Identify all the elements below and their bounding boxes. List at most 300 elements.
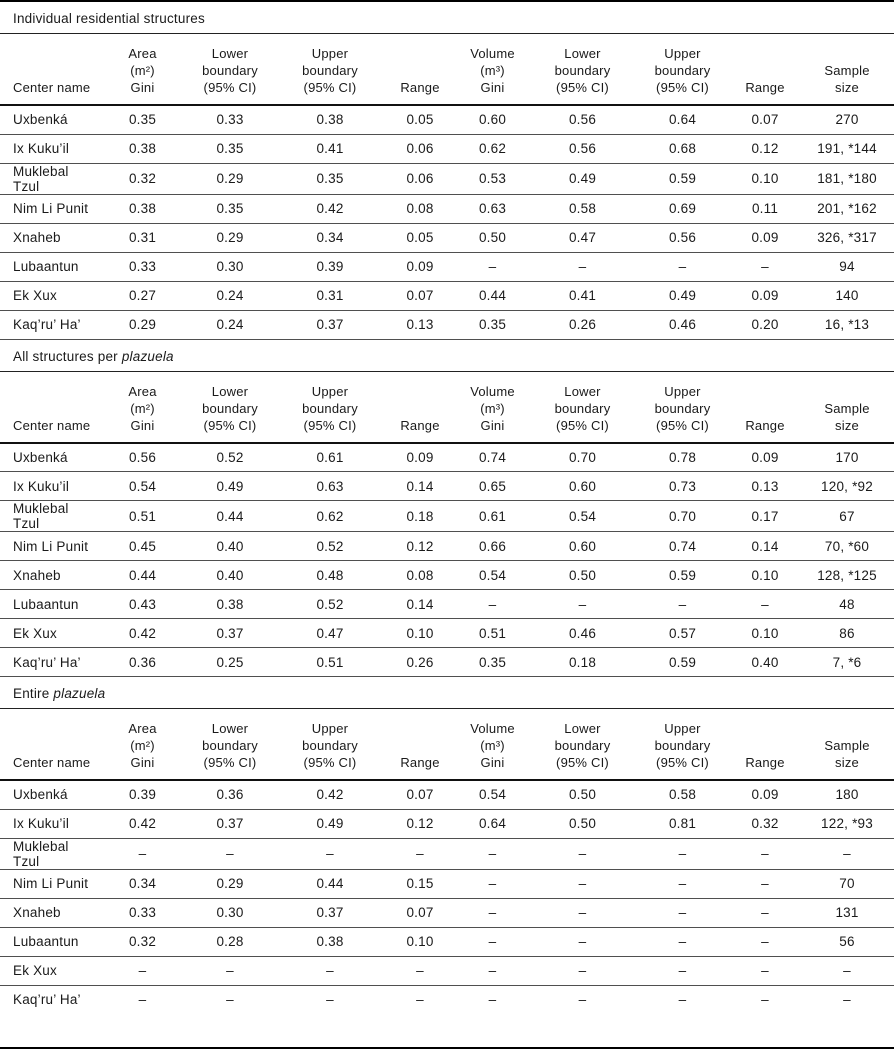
cell-volume-gini: – xyxy=(455,869,530,898)
cell-volume-lower-boundary: 0.70 xyxy=(530,443,635,472)
cell-area-lower-boundary: 0.28 xyxy=(185,927,275,956)
cell-area-gini: 0.54 xyxy=(100,472,185,501)
cell-volume-gini: 0.61 xyxy=(455,501,530,532)
cell-area-range: 0.09 xyxy=(385,252,455,281)
center-name-cell: Nim Li Punit xyxy=(0,194,100,223)
cell-volume-gini: 0.74 xyxy=(455,443,530,472)
col-header-area-range xyxy=(385,34,455,105)
cell-volume-lower-boundary: 0.56 xyxy=(530,105,635,134)
cell-area-upper-boundary: 0.38 xyxy=(275,927,385,956)
header-row xyxy=(0,372,894,443)
cell-area-lower-boundary: 0.24 xyxy=(185,310,275,339)
center-name-cell: Nim Li Punit xyxy=(0,532,100,561)
header-line: size xyxy=(835,80,859,95)
header-line: boundary xyxy=(202,400,258,416)
header-line: Lower xyxy=(211,721,249,736)
cell-area-range: 0.26 xyxy=(385,648,455,677)
cell-sample-size: 48 xyxy=(800,590,894,619)
cell-volume-gini: 0.62 xyxy=(455,134,530,163)
cell-area-range: 0.12 xyxy=(385,532,455,561)
table-section xyxy=(0,340,894,678)
cell-area-upper-boundary: 0.41 xyxy=(275,134,385,163)
cell-sample-size: 326, *317 xyxy=(800,223,894,252)
cell-volume-upper-boundary: 0.57 xyxy=(635,619,730,648)
cell-volume-gini: – xyxy=(455,590,530,619)
table-row xyxy=(0,443,894,472)
cell-volume-upper-boundary: – xyxy=(635,898,730,927)
cell-area-gini: 0.45 xyxy=(100,532,185,561)
cell-volume-range: 0.11 xyxy=(730,194,800,223)
header-line: size xyxy=(835,417,859,433)
cell-volume-upper-boundary: 0.70 xyxy=(635,501,730,532)
header-line: (95% CI) xyxy=(203,755,257,770)
center-name-cell: Lubaantun xyxy=(0,252,100,281)
cell-area-upper-boundary: – xyxy=(326,992,334,1008)
cell-volume-range: – xyxy=(730,869,800,898)
table-row xyxy=(0,838,894,869)
cell-area-range: 0.15 xyxy=(385,869,455,898)
header-line: Upper xyxy=(311,383,349,399)
cell-area-upper-boundary: 0.52 xyxy=(275,532,385,561)
header-line: Upper xyxy=(311,721,349,736)
cell-area-range: 0.07 xyxy=(385,780,455,809)
cell-volume-gini: – xyxy=(488,992,497,1008)
header-line: Gini xyxy=(130,755,155,770)
header-line: boundary xyxy=(554,738,611,753)
center-name-cell: Kaq’ru’ Ha’ xyxy=(0,648,100,677)
cell-sample-size: 122, *93 xyxy=(800,809,894,838)
header-line: Gini xyxy=(130,417,155,433)
cell-area-gini: 0.31 xyxy=(100,223,185,252)
col-header-volume-range xyxy=(730,709,800,780)
header-line: Lower xyxy=(564,721,601,736)
header-line: boundary xyxy=(202,63,258,78)
cell-volume-gini: 0.60 xyxy=(455,105,530,134)
cell-area-gini: 0.39 xyxy=(100,780,185,809)
cell-area-lower-boundary: 0.29 xyxy=(185,223,275,252)
cell-volume-upper-boundary: 0.68 xyxy=(635,134,730,163)
header-line: Center name xyxy=(13,755,91,770)
cell-area-range: 0.10 xyxy=(385,619,455,648)
table-row xyxy=(0,532,894,561)
center-name-cell: Ix Kuku’il xyxy=(0,809,100,838)
cell-area-gini: 0.38 xyxy=(100,134,185,163)
cell-volume-upper-boundary: 0.78 xyxy=(635,443,730,472)
cell-volume-gini: 0.63 xyxy=(455,194,530,223)
cell-area-upper-boundary: 0.34 xyxy=(275,223,385,252)
cell-area-lower-boundary: 0.36 xyxy=(185,780,275,809)
table-row xyxy=(0,310,894,339)
cell-volume-range: – xyxy=(730,590,800,619)
table-section xyxy=(0,677,894,1014)
cell-volume-range: 0.40 xyxy=(730,648,800,677)
cell-volume-upper-boundary: – xyxy=(635,252,730,281)
header-line: boundary xyxy=(302,400,358,416)
cell-sample-size: – xyxy=(800,838,894,869)
cell-volume-range: – xyxy=(730,956,800,985)
cell-area-lower-boundary: 0.30 xyxy=(185,252,275,281)
header-line: (95% CI) xyxy=(556,80,609,95)
cell-volume-lower-boundary: 0.46 xyxy=(530,619,635,648)
cell-volume-lower-boundary: 0.50 xyxy=(530,561,635,590)
cell-volume-lower-boundary: – xyxy=(578,992,587,1008)
header-line: boundary xyxy=(654,63,711,78)
cell-area-lower-boundary: 0.38 xyxy=(185,590,275,619)
table-row xyxy=(0,927,894,956)
section-title-text: All structures per xyxy=(13,348,122,364)
cell-volume-lower-boundary: 0.49 xyxy=(530,163,635,194)
cell-sample-size: – xyxy=(800,956,894,985)
col-header-center-name xyxy=(0,372,100,443)
gini-table xyxy=(0,372,894,678)
center-name-cell: Ix Kuku’il xyxy=(0,472,100,501)
col-header-area-range xyxy=(385,709,455,780)
cell-volume-gini: 0.54 xyxy=(455,780,530,809)
col-header-volume-lower-boundary xyxy=(530,709,635,780)
col-header-area-upper-boundary xyxy=(275,34,385,105)
cell-area-upper-boundary: 0.38 xyxy=(275,105,385,134)
header-line: Upper xyxy=(664,383,701,399)
header-line: (95% CI) xyxy=(203,80,257,95)
center-name-cell: Kaq’ru’ Ha’ xyxy=(13,992,81,1008)
cell-volume-lower-boundary: – xyxy=(530,590,635,619)
cell-area-range: 0.14 xyxy=(385,472,455,501)
cell-area-upper-boundary: 0.37 xyxy=(275,310,385,339)
header-line: (m³) xyxy=(480,400,505,416)
cell-volume-range: – xyxy=(730,898,800,927)
cell-sample-size: 191, *144 xyxy=(800,134,894,163)
cell-area-lower-boundary: 0.52 xyxy=(185,443,275,472)
center-name-cell: Ek Xux xyxy=(0,619,100,648)
cell-area-upper-boundary: 0.61 xyxy=(275,443,385,472)
header-line: Center name xyxy=(13,417,91,433)
cell-volume-range: 0.09 xyxy=(730,223,800,252)
cell-volume-gini: 0.64 xyxy=(455,809,530,838)
cell-volume-gini: 0.51 xyxy=(455,619,530,648)
cell-volume-upper-boundary: – xyxy=(678,992,687,1008)
col-header-area-gini xyxy=(100,372,185,443)
cell-volume-upper-boundary: 0.46 xyxy=(635,310,730,339)
center-name-cell: Ek Xux xyxy=(0,281,100,310)
table-row xyxy=(0,472,894,501)
cell-volume-upper-boundary: 0.58 xyxy=(635,780,730,809)
cell-volume-upper-boundary: 0.69 xyxy=(635,194,730,223)
cell-volume-lower-boundary: 0.60 xyxy=(530,472,635,501)
center-name-cell: Lubaantun xyxy=(0,590,100,619)
section-title-italic-term: plazuela xyxy=(121,348,174,364)
section-title-text: Individual residential structures xyxy=(13,11,205,26)
center-name-cell: Lubaantun xyxy=(0,927,100,956)
cell-area-range: 0.18 xyxy=(385,501,455,532)
cell-volume-range: – xyxy=(730,927,800,956)
center-name-cell: Uxbenká xyxy=(0,105,100,134)
col-header-sample-size xyxy=(800,34,894,105)
cell-volume-upper-boundary: 0.59 xyxy=(635,163,730,194)
cell-area-gini: 0.27 xyxy=(100,281,185,310)
cell-area-upper-boundary: 0.63 xyxy=(275,472,385,501)
table-row xyxy=(0,281,894,310)
col-header-volume-lower-boundary xyxy=(530,372,635,443)
cell-area-range: 0.05 xyxy=(385,223,455,252)
cell-area-lower-boundary: 0.35 xyxy=(185,134,275,163)
cell-area-gini: 0.32 xyxy=(100,927,185,956)
table-row xyxy=(0,619,894,648)
cell-volume-lower-boundary: 0.50 xyxy=(530,809,635,838)
header-line: Gini xyxy=(130,80,155,95)
col-header-volume-upper-boundary xyxy=(635,709,730,780)
header-line: Sample xyxy=(824,738,870,753)
center-name-cell: Nim Li Punit xyxy=(0,869,100,898)
header-line: (m³) xyxy=(480,738,505,753)
header-line: Area xyxy=(128,46,157,61)
header-line: Range xyxy=(745,417,785,433)
cell-area-lower-boundary: 0.37 xyxy=(185,809,275,838)
table-row xyxy=(0,252,894,281)
col-header-volume-range xyxy=(730,372,800,443)
cell-area-range: 0.05 xyxy=(385,105,455,134)
header-line: Upper xyxy=(311,46,349,61)
col-header-sample-size xyxy=(800,709,894,780)
cell-volume-upper-boundary: 0.59 xyxy=(635,561,730,590)
header-line: Range xyxy=(745,80,785,95)
table-row xyxy=(0,134,894,163)
header-line: Sample xyxy=(824,63,870,78)
cell-area-upper-boundary: 0.49 xyxy=(275,809,385,838)
cell-volume-lower-boundary: – xyxy=(530,252,635,281)
header-line: Range xyxy=(400,417,440,433)
header-line: (95% CI) xyxy=(556,417,609,433)
center-name-cell: Xnaheb xyxy=(0,223,100,252)
header-line: (95% CI) xyxy=(303,417,357,433)
cell-sample-size: 128, *125 xyxy=(800,561,894,590)
cell-area-gini: 0.33 xyxy=(100,252,185,281)
cell-area-upper-boundary: 0.47 xyxy=(275,619,385,648)
col-header-center-name xyxy=(0,34,100,105)
col-header-area-lower-boundary xyxy=(185,709,275,780)
cell-volume-gini: 0.65 xyxy=(455,472,530,501)
header-line: boundary xyxy=(202,738,258,753)
cell-volume-lower-boundary: 0.41 xyxy=(530,281,635,310)
table-row xyxy=(0,590,894,619)
table-row xyxy=(0,223,894,252)
cell-volume-upper-boundary: – xyxy=(635,590,730,619)
col-header-volume-gini xyxy=(455,34,530,105)
cell-volume-gini: – xyxy=(455,898,530,927)
table-row xyxy=(0,561,894,590)
center-name-cell: Uxbenká xyxy=(0,443,100,472)
cell-sample-size: 120, *92 xyxy=(800,472,894,501)
cell-area-gini: 0.34 xyxy=(100,869,185,898)
header-line: Lower xyxy=(564,46,601,61)
col-header-area-lower-boundary xyxy=(185,372,275,443)
cell-area-gini: 0.43 xyxy=(100,590,185,619)
cell-area-range: 0.06 xyxy=(385,163,455,194)
col-header-volume-range xyxy=(730,34,800,105)
cell-volume-range: 0.09 xyxy=(730,443,800,472)
header-line: Range xyxy=(745,755,785,770)
col-header-volume-gini xyxy=(455,709,530,780)
header-line: (95% CI) xyxy=(303,80,357,95)
cell-sample-size: 67 xyxy=(800,501,894,532)
cell-volume-lower-boundary: 0.58 xyxy=(530,194,635,223)
cell-sample-size: 70, *60 xyxy=(800,532,894,561)
header-line: size xyxy=(835,755,859,770)
header-line: Gini xyxy=(480,80,505,95)
cell-volume-upper-boundary: – xyxy=(635,956,730,985)
cell-area-gini: 0.56 xyxy=(100,443,185,472)
cell-volume-range: 0.17 xyxy=(730,501,800,532)
cell-area-lower-boundary: – xyxy=(185,956,275,985)
cell-area-range: – xyxy=(385,838,455,869)
header-line: (m³) xyxy=(480,63,505,78)
header-line: Sample xyxy=(824,400,870,416)
cell-volume-range: 0.07 xyxy=(730,105,800,134)
cell-volume-upper-boundary: – xyxy=(635,927,730,956)
header-line: (m²) xyxy=(130,738,155,753)
cell-area-gini: 0.51 xyxy=(100,501,185,532)
header-line: Lower xyxy=(211,46,249,61)
cell-area-lower-boundary: 0.37 xyxy=(185,619,275,648)
section-title-text: Entire xyxy=(13,686,54,701)
cell-volume-range: 0.12 xyxy=(730,134,800,163)
cell-sample-size: 16, *13 xyxy=(800,310,894,339)
cell-area-range: 0.06 xyxy=(385,134,455,163)
cell-volume-range: 0.20 xyxy=(730,310,800,339)
section-title-italic-term: plazuela xyxy=(53,686,106,701)
col-header-area-lower-boundary xyxy=(185,34,275,105)
header-line: Volume xyxy=(470,46,515,61)
cell-volume-range: 0.32 xyxy=(730,809,800,838)
cell-sample-size: 94 xyxy=(800,252,894,281)
table-row xyxy=(0,985,894,1014)
cell-area-lower-boundary: 0.40 xyxy=(185,532,275,561)
cell-volume-range: 0.10 xyxy=(730,561,800,590)
cell-volume-gini: – xyxy=(455,252,530,281)
cell-sample-size: 56 xyxy=(800,927,894,956)
cell-area-range: – xyxy=(416,992,424,1008)
table-row xyxy=(0,898,894,927)
cell-sample-size: 180 xyxy=(800,780,894,809)
table-row xyxy=(0,869,894,898)
cell-volume-upper-boundary: 0.73 xyxy=(635,472,730,501)
header-row xyxy=(0,34,894,105)
cell-area-range: 0.07 xyxy=(385,898,455,927)
cell-volume-lower-boundary: 0.47 xyxy=(530,223,635,252)
cell-area-range: 0.14 xyxy=(385,590,455,619)
table-row xyxy=(0,501,894,532)
header-line: (95% CI) xyxy=(656,80,709,95)
cell-volume-lower-boundary: 0.18 xyxy=(530,648,635,677)
cell-area-gini: 0.35 xyxy=(100,105,185,134)
cell-volume-range: 0.14 xyxy=(730,532,800,561)
cell-area-range: – xyxy=(385,956,455,985)
header-line: Volume xyxy=(470,383,515,399)
col-header-volume-lower-boundary xyxy=(530,34,635,105)
cell-volume-upper-boundary: 0.59 xyxy=(635,648,730,677)
cell-volume-range: – xyxy=(730,252,800,281)
header-line: (m²) xyxy=(130,63,155,78)
cell-area-upper-boundary: 0.52 xyxy=(275,590,385,619)
cell-volume-lower-boundary: – xyxy=(530,898,635,927)
header-line: boundary xyxy=(302,738,358,753)
cell-sample-size: 7, *6 xyxy=(800,648,894,677)
cell-volume-lower-boundary: – xyxy=(530,956,635,985)
cell-area-gini: 0.42 xyxy=(100,809,185,838)
cell-area-gini: – xyxy=(100,956,185,985)
col-header-center-name xyxy=(0,709,100,780)
center-name-cell: Muklebal Tzul xyxy=(0,501,100,532)
header-line: (95% CI) xyxy=(303,755,357,770)
gini-table xyxy=(0,709,894,1014)
col-header-sample-size xyxy=(800,372,894,443)
center-name-cell: Kaq’ru’ Ha’ xyxy=(0,310,100,339)
center-name-cell: Muklebal Tzul xyxy=(0,838,100,869)
header-line: Area xyxy=(128,383,157,399)
cell-area-upper-boundary: 0.39 xyxy=(275,252,385,281)
header-line: Upper xyxy=(664,721,701,736)
cell-area-upper-boundary: 0.51 xyxy=(275,648,385,677)
cell-area-upper-boundary: 0.48 xyxy=(275,561,385,590)
header-row xyxy=(0,709,894,780)
cell-volume-gini: 0.66 xyxy=(455,532,530,561)
cell-sample-size: 70 xyxy=(800,869,894,898)
col-header-volume-upper-boundary xyxy=(635,34,730,105)
header-line: (95% CI) xyxy=(656,755,709,770)
cell-volume-gini: 0.35 xyxy=(455,648,530,677)
table-row xyxy=(0,194,894,223)
cell-volume-gini: – xyxy=(455,927,530,956)
cell-volume-upper-boundary: 0.74 xyxy=(635,532,730,561)
section-title xyxy=(0,677,894,709)
cell-area-lower-boundary: 0.30 xyxy=(185,898,275,927)
cell-area-upper-boundary: 0.35 xyxy=(275,163,385,194)
cell-volume-lower-boundary: 0.54 xyxy=(530,501,635,532)
header-line: boundary xyxy=(554,63,611,78)
cell-area-range: 0.08 xyxy=(385,561,455,590)
cell-volume-range: 0.10 xyxy=(730,163,800,194)
cell-volume-gini: 0.54 xyxy=(455,561,530,590)
cell-sample-size: 181, *180 xyxy=(800,163,894,194)
center-name-cell: Ek Xux xyxy=(0,956,100,985)
cell-area-range: 0.13 xyxy=(385,310,455,339)
cell-volume-gini: 0.53 xyxy=(455,163,530,194)
cell-area-lower-boundary: 0.49 xyxy=(185,472,275,501)
cell-sample-size: – xyxy=(843,992,851,1008)
section-title xyxy=(0,2,894,34)
cell-area-gini: 0.36 xyxy=(100,648,185,677)
cell-volume-range: 0.09 xyxy=(730,281,800,310)
cell-volume-gini: – xyxy=(455,838,530,869)
cell-volume-lower-boundary: 0.50 xyxy=(530,780,635,809)
cell-volume-range: – xyxy=(730,838,800,869)
cell-area-lower-boundary: 0.29 xyxy=(185,163,275,194)
cell-area-range: 0.07 xyxy=(385,281,455,310)
cell-area-lower-boundary: 0.40 xyxy=(185,561,275,590)
cell-area-upper-boundary: – xyxy=(275,956,385,985)
table-row xyxy=(0,809,894,838)
header-line: Gini xyxy=(480,417,505,433)
cell-area-gini: – xyxy=(138,992,147,1008)
header-line: boundary xyxy=(554,400,611,416)
col-header-area-range xyxy=(385,372,455,443)
cell-volume-gini: – xyxy=(455,956,530,985)
header-line: (95% CI) xyxy=(556,755,609,770)
header-line: Volume xyxy=(470,721,515,736)
cell-volume-lower-boundary: 0.60 xyxy=(530,532,635,561)
cell-sample-size: 201, *162 xyxy=(800,194,894,223)
cell-sample-size: 86 xyxy=(800,619,894,648)
gini-table xyxy=(0,34,894,340)
